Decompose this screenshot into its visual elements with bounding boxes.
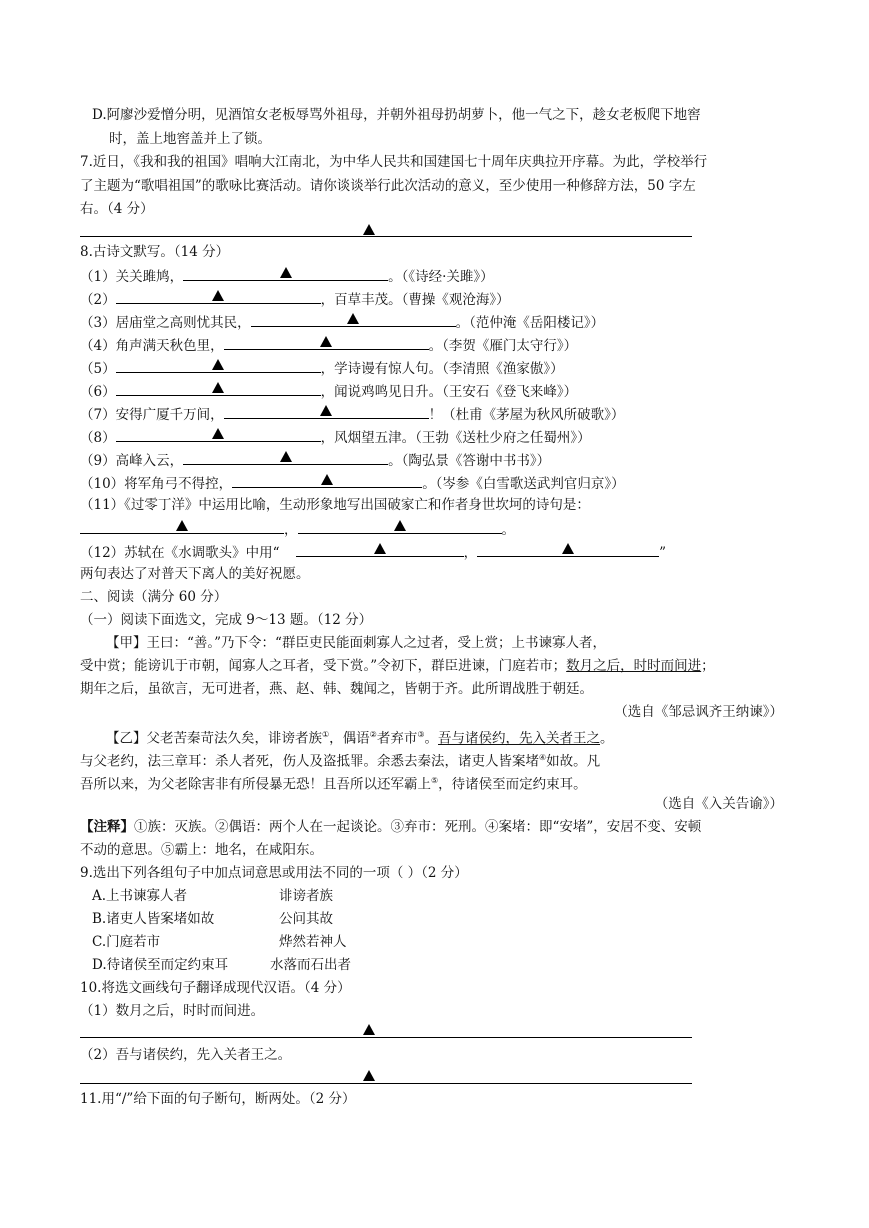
q9-option-d[interactable]: D.待诸侯至而定约束耳 水落而石出者 xyxy=(92,957,351,973)
q8-item-10: （10）将军角弓不得控， 。（岑参《白雪歌送武判官归京》） xyxy=(80,473,625,493)
q10-sentence-1: （1）数月之后，时时而间进。 xyxy=(80,1003,265,1019)
answer-marker-icon xyxy=(363,224,375,235)
q8-item-12-line2: 两句表达了对普天下离人的美好祝愿。 xyxy=(80,566,310,582)
passage-yi-line1: 【乙】父老苦秦苛法久矣，诽谤者族①，偶语②者弃市③。吾与诸侯约，先入关者王之。 xyxy=(106,730,614,747)
q9-title: 9.选出下列各组句子中加点词意思或用法不同的一项（ ）（2 分） xyxy=(80,865,468,881)
q8-title: 8.古诗文默写。（14 分） xyxy=(80,244,230,260)
q8-item-5: （5） ，学诗谩有惊人句。（李清照《渔家傲》） xyxy=(80,358,564,378)
fill-blank[interactable] xyxy=(80,519,284,534)
fill-blank[interactable] xyxy=(116,358,321,373)
q7-line2: 了主题为“歌唱祖国”的歌咏比赛活动。请你谈谈举行此次活动的意义，至少使用一种修辞方法，50 字左 xyxy=(80,178,696,194)
underlined-sentence: 吾与诸侯约，先入关者王之 xyxy=(438,730,601,747)
fill-blank[interactable] xyxy=(296,542,464,557)
q7-answer-line[interactable] xyxy=(80,236,692,237)
q8-item-6: （6） ，闻说鸡鸣见日升。（王安石《登飞来峰》） xyxy=(80,381,577,401)
q10-sentence-2: （2）吾与诸侯约，先入关者王之。 xyxy=(80,1047,292,1063)
answer-marker-icon xyxy=(347,313,359,324)
answer-marker-icon xyxy=(320,405,332,416)
passage-jia-line1: 【甲】王曰：“善。”乃下令：“群臣吏民能面刺寡人之过者，受上赏；上书谏寡人者， xyxy=(106,635,606,651)
answer-marker-icon xyxy=(212,428,224,439)
q8-item-11: （11）《过零丁洋》中运用比喻，生动形象地写出国破家亡和作者身世坎坷的诗句是： xyxy=(80,497,590,513)
fill-blank[interactable] xyxy=(298,519,502,534)
passage-yi-line2: 与父老约，法三章耳：杀人者死，伤人及盗抵罪。余悉去秦法，诸吏人皆案堵④如故。凡 xyxy=(80,753,601,770)
answer-marker-icon xyxy=(374,543,386,554)
option-d-line1: D.阿廖沙爱憎分明，见酒馆女老板辱骂外祖母，并朝外祖母扔胡萝卜，他一气之下，趁女老板爬下地窖 xyxy=(92,107,701,123)
q8-item-1: （1）关关雎鸠， 。（《诗经·关雎》） xyxy=(80,266,494,286)
section-heading: 二、阅读（满分 60 分） xyxy=(80,589,228,605)
q9-option-b[interactable]: B.诸吏人皆案堵如故 公问其故 xyxy=(92,911,333,927)
q9-option-a[interactable]: A.上书谏寡人者 诽谤者族 xyxy=(92,888,333,904)
fill-blank[interactable] xyxy=(477,542,659,557)
answer-marker-icon xyxy=(280,451,292,462)
q7-line3: 右。（4 分） xyxy=(80,201,154,217)
answer-marker-icon xyxy=(280,267,292,278)
q8-item-3: （3）居庙堂之高则忧其民， 。（范仲淹《岳阳楼记》） xyxy=(80,312,604,332)
fill-blank[interactable] xyxy=(116,381,321,396)
part-heading: （一）阅读下面选文，完成 9～13 题。（12 分） xyxy=(80,612,373,628)
answer-marker-icon xyxy=(562,543,574,554)
passage-jia-line2: 受中赏；能谤讥于市朝，闻寡人之耳者，受下赏。”令初下，群臣进谏，门庭若市；数月之后，时时而间进； xyxy=(80,658,715,674)
answer-marker-icon xyxy=(394,520,406,531)
notes-line1: 【注释】①族：灭族。②偶语：两个人在一起谈论。③弃市：死刑。④案堵：即“安堵”，安居不变、安顿 xyxy=(80,819,702,835)
fill-blank[interactable] xyxy=(116,427,321,442)
fill-blank[interactable] xyxy=(224,335,429,350)
answer-marker-icon xyxy=(212,382,224,393)
q10-title: 10.将选文画线句子翻译成现代汉语。（4 分） xyxy=(80,980,351,996)
answer-marker-icon xyxy=(320,336,332,347)
q8-item-7: （7）安得广厦千万间， ！（杜甫《茅屋为秋风所破歌》） xyxy=(80,404,624,424)
answer-marker-icon xyxy=(212,290,224,301)
passage-jia-source: （选自《邹忌讽齐王纳谏》） xyxy=(614,704,783,720)
underlined-sentence: 数月之后，时时而间进 xyxy=(566,658,702,674)
q10-answer-line-1[interactable] xyxy=(80,1037,692,1038)
q11-title: 11.用“/”给下面的句子断句，断两处。（2 分） xyxy=(80,1091,356,1107)
fill-blank[interactable] xyxy=(183,266,388,281)
answer-marker-icon xyxy=(212,359,224,370)
option-d-line2: 时，盖上地窖盖并上了锁。 xyxy=(109,131,271,147)
fill-blank[interactable] xyxy=(232,473,422,488)
q8-item-9: （9）高峰入云， 。（陶弘景《答谢中书书》） xyxy=(80,450,550,470)
q8-item-4: （4）角声满天秋色里， 。（李贺《雁门太守行》） xyxy=(80,335,577,355)
answer-marker-icon xyxy=(321,474,333,485)
q8-item-2: （2） ，百草丰茂。（曹操《观沧海》） xyxy=(80,289,510,309)
answer-marker-icon xyxy=(363,1070,375,1081)
q8-item-12: （12）苏轼在《水调歌头》中用“ ， ” xyxy=(80,542,666,562)
fill-blank[interactable] xyxy=(251,312,456,327)
notes-line2: 不动的意思。⑤霸上：地名，在咸阳东。 xyxy=(80,842,323,858)
fill-blank[interactable] xyxy=(183,450,388,465)
fill-blank[interactable] xyxy=(116,289,321,304)
fill-blank[interactable] xyxy=(224,404,429,419)
passage-yi-source: （选自《入关告谕》） xyxy=(654,796,783,812)
passage-jia-line3: 期年之后，虽欲言，无可进者，燕、赵、韩、魏闻之，皆朝于齐。此所谓战胜于朝廷。 xyxy=(80,681,593,697)
passage-yi-line3: 吾所以来，为父老除害非有所侵暴无恐！且吾所以还军霸上⑤，待诸侯至而定约束耳。 xyxy=(80,776,587,793)
q10-answer-line-2[interactable] xyxy=(80,1083,692,1084)
q8-item-8: （8） ，风烟望五津。（王勃《送杜少府之任蜀州》） xyxy=(80,427,591,447)
answer-marker-icon xyxy=(363,1024,375,1035)
answer-marker-icon xyxy=(176,520,188,531)
q9-option-c[interactable]: C.门庭若市 烨然若神人 xyxy=(92,934,347,950)
q7-line1: 7.近日，《我和我的祖国》唱响大江南北，为中华人民共和国建国七十周年庆典拉开序幕。为此，学校举行 xyxy=(80,154,708,170)
q8-item-11-blanks: ， 。 xyxy=(80,519,515,539)
